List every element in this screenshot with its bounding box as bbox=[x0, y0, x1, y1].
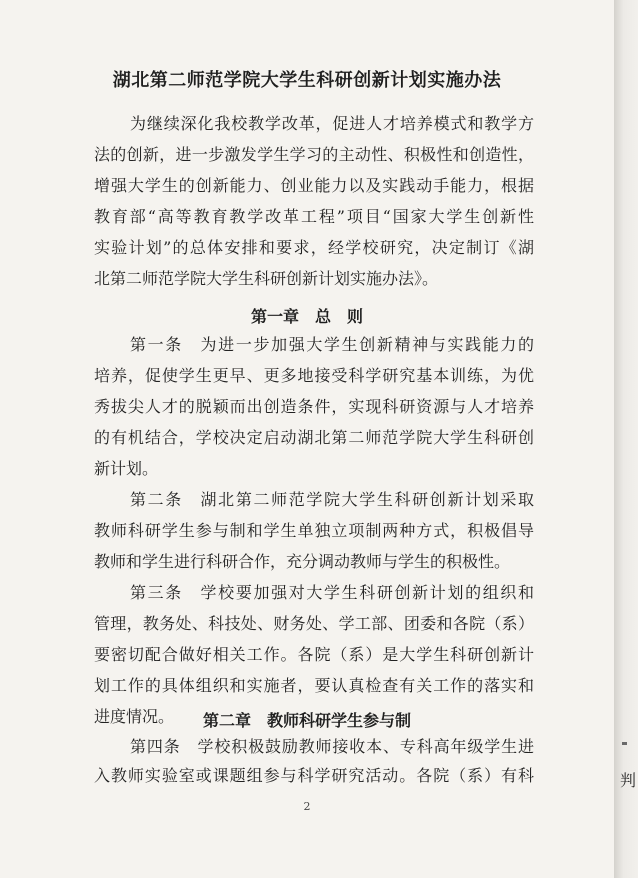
document-title: 湖北第二师范学院大学生科研创新计划实施办法 bbox=[112, 70, 502, 91]
edge-mark bbox=[622, 742, 627, 745]
article-2-line-3: 教师和学生进行科研合作，充分调动教师与学生的积极性。 bbox=[94, 552, 511, 571]
article-2-line-2: 教师科研学生参与制和学生单独立项制两种方式，积极倡导 bbox=[94, 521, 534, 540]
article-4-line-1: 第四条 学校积极鼓励教师接收本、专科高年级学生进 bbox=[130, 737, 534, 756]
article-3-line-2: 管理，教务处、科技处、财务处、学工部、团委和各院（系） bbox=[94, 614, 534, 633]
article-1-line-1: 第一条 为进一步加强大学生创新精神与实践能力的 bbox=[130, 335, 534, 354]
article-1-line-3: 秀拔尖人才的脱颖而出创造条件，实现科研资源与人才培养 bbox=[94, 397, 534, 416]
article-1-line-4: 的有机结合，学校决定启动湖北第二师范学院大学生科研创 bbox=[94, 428, 534, 447]
intro-line-2: 法的创新，进一步激发学生学习的主动性、积极性和创造性， bbox=[94, 145, 534, 164]
article-1-line-2: 培养，促使学生更早、更多地接受科学研究基本训练，为优 bbox=[94, 366, 534, 385]
intro-line-5: 实验计划”的总体安排和要求，经学校研究，决定制订《湖 bbox=[94, 238, 534, 257]
chapter-1-heading: 第一章 总 则 bbox=[250, 307, 363, 326]
article-3-line-5: 进度情况。 bbox=[94, 707, 175, 726]
adjacent-page-edge bbox=[614, 0, 638, 878]
article-4-line-2: 入教师实验室或课题组参与科学研究活动。各院（系）有科 bbox=[94, 766, 534, 785]
chapter-2-heading: 第二章 教师科研学生参与制 bbox=[202, 711, 411, 730]
intro-line-3: 增强大学生的创新能力、创业能力以及实践动手能力，根据 bbox=[94, 176, 534, 195]
page-number: 2 bbox=[303, 800, 311, 813]
article-1-line-5: 新计划。 bbox=[94, 459, 159, 478]
edge-glyph: 判 bbox=[620, 771, 637, 790]
article-3-line-3: 要密切配合做好相关工作。各院（系）是大学生科研创新计 bbox=[94, 645, 534, 664]
intro-line-6: 北第二师范学院大学生科研创新计划实施办法》。 bbox=[94, 269, 439, 288]
article-3-line-4: 划工作的具体组织和实施者，要认真检查有关工作的落实和 bbox=[94, 676, 534, 695]
article-3-line-1: 第三条 学校要加强对大学生科研创新计划的组织和 bbox=[130, 583, 534, 602]
intro-line-1: 为继续深化我校教学改革，促进人才培养模式和教学方 bbox=[130, 114, 534, 133]
article-2-line-1: 第二条 湖北第二师范学院大学生科研创新计划采取 bbox=[130, 490, 534, 509]
intro-line-4: 教育部“高等教育教学改革工程”项目“国家大学生创新性 bbox=[94, 207, 534, 226]
